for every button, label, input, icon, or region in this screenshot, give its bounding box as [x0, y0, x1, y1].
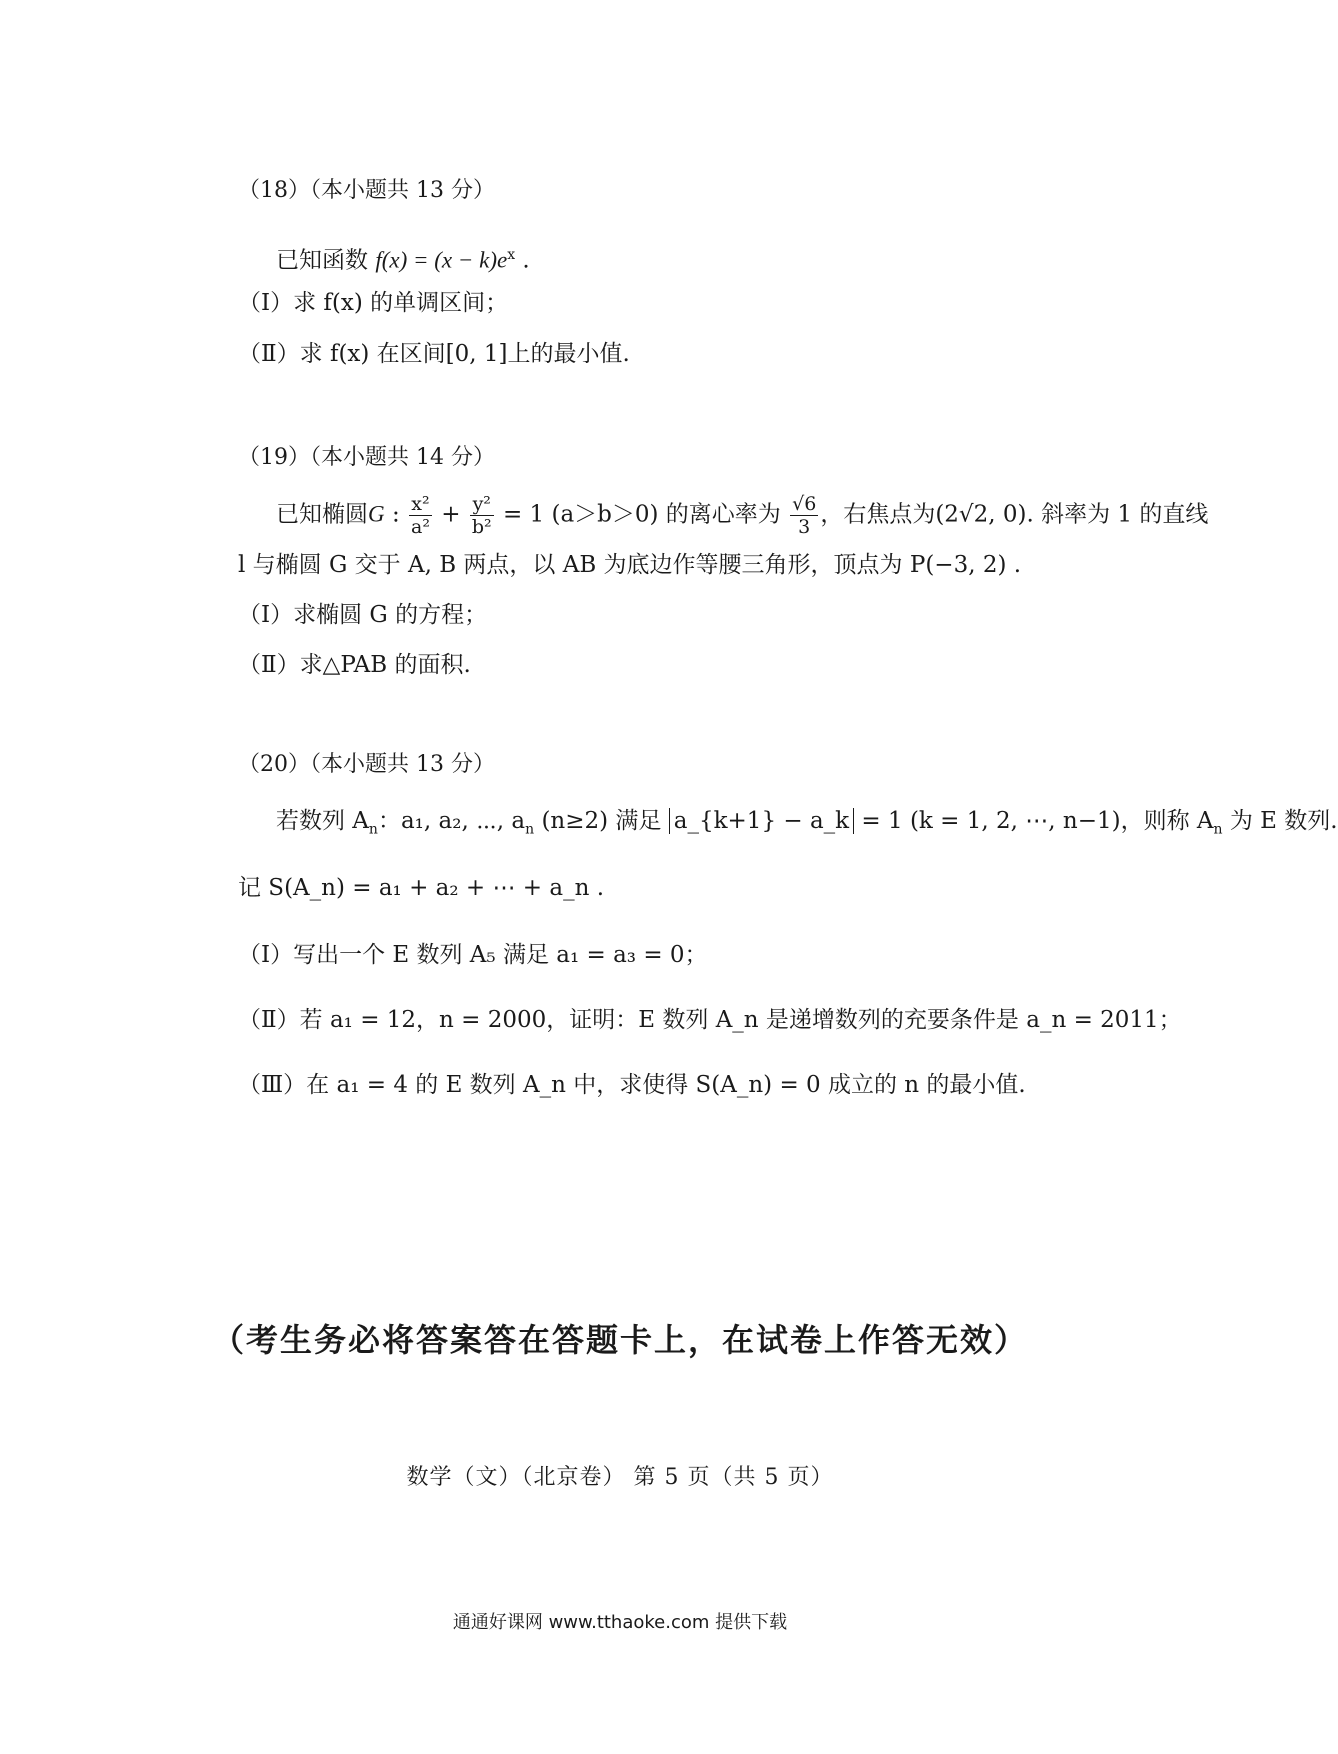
q18-header: （18）（本小题共 13 分） — [238, 178, 495, 203]
q18-stem — [276, 240, 530, 276]
exam-notice: （考生务必将答案答在答题卡上，在试卷上作答无效） — [211, 1321, 1028, 1359]
q18-stem-end: . — [515, 247, 530, 274]
q19-header: （19）（本小题共 14 分） — [238, 445, 495, 470]
q20-part3: （Ⅲ）在 a₁ = 4 的 E 数列 A_n 中，求使得 S(A_n) = 0 成立的 n 的最小值. — [238, 1072, 1026, 1098]
q19-eccentricity — [790, 493, 818, 538]
q20-line1-e: 为 E 数列. — [1222, 808, 1338, 834]
q19-part2: （Ⅱ）求△PAB 的面积. — [238, 652, 471, 678]
page-footer: 数学（文）（北京卷） 第 5 页（共 5 页） — [406, 1465, 834, 1490]
q19-stem — [276, 493, 1208, 538]
q18-formula: f(x) = (x − k)e — [375, 247, 508, 273]
q18-part2: （Ⅱ）求 f(x) 在区间[0, 1]上的最小值. — [238, 341, 630, 367]
q20-line1-c: (n≥2) 满足 — [534, 808, 669, 834]
q19-ecc-den: 3 — [798, 516, 811, 538]
q19-plus: + — [441, 501, 461, 528]
q18-part1: （Ⅰ）求 f(x) 的单调区间； — [238, 290, 509, 316]
q20-line1 — [276, 806, 1338, 845]
q20-sub-n2: n — [525, 821, 535, 838]
q19-stem-mid: = 1 (a＞b＞0) 的离心率为 — [495, 501, 781, 528]
q19-frac-y-den: b² — [471, 516, 492, 538]
q20-part2: （Ⅱ）若 a₁ = 12，n = 2000，证明：E 数列 A_n 是递增数列的充要条件是 a_n = 2011； — [238, 1007, 1182, 1033]
q19-frac-x — [409, 493, 432, 538]
q20-sub-n3: n — [1213, 821, 1223, 838]
site-footer: 通通好课网 www.tthaoke.com 提供下载 — [452, 1612, 788, 1633]
q19-line2: l 与椭圆 G 交于 A, B 两点，以 AB 为底边作等腰三角形，顶点为 P(−3, 2) . — [238, 552, 1022, 578]
q19-var-g: G — [368, 501, 385, 527]
q18-formula-exponent: x — [507, 247, 516, 263]
q20-line1-b: ：a₁, a₂, ⋯, a — [377, 808, 526, 834]
q18-stem-prefix: 已知函数 — [276, 247, 376, 274]
q20-header: （20）（本小题共 13 分） — [238, 752, 495, 777]
q19-stem-end: ，右焦点为(2√2, 0). 斜率为 1 的直线 — [820, 501, 1209, 528]
q19-ecc-num: √6 — [792, 493, 817, 515]
q19-frac-y — [470, 493, 494, 538]
q19-frac-y-num: y² — [470, 493, 494, 516]
q19-colon: : — [391, 501, 400, 528]
q20-line1-d: = 1 (k = 1, 2, ⋯, n−1)，则称 A — [854, 808, 1214, 834]
q19-frac-x-den: a² — [411, 516, 430, 538]
q19-part1: （Ⅰ）求椭圆 G 的方程； — [238, 602, 488, 628]
q19-frac-x-num: x² — [409, 493, 432, 516]
q20-part1: （Ⅰ）写出一个 E 数列 A₅ 满足 a₁ = a₃ = 0； — [238, 942, 708, 968]
q19-stem-prefix: 已知椭圆 — [276, 501, 368, 528]
q20-abs-expression: a_{k+1} − a_k — [669, 808, 854, 834]
q20-sub-n1: n — [368, 821, 378, 838]
q20-line1-a: 若数列 A — [276, 808, 369, 834]
q20-line2: 记 S(A_n) = a₁ + a₂ + ⋯ + a_n . — [238, 875, 605, 901]
